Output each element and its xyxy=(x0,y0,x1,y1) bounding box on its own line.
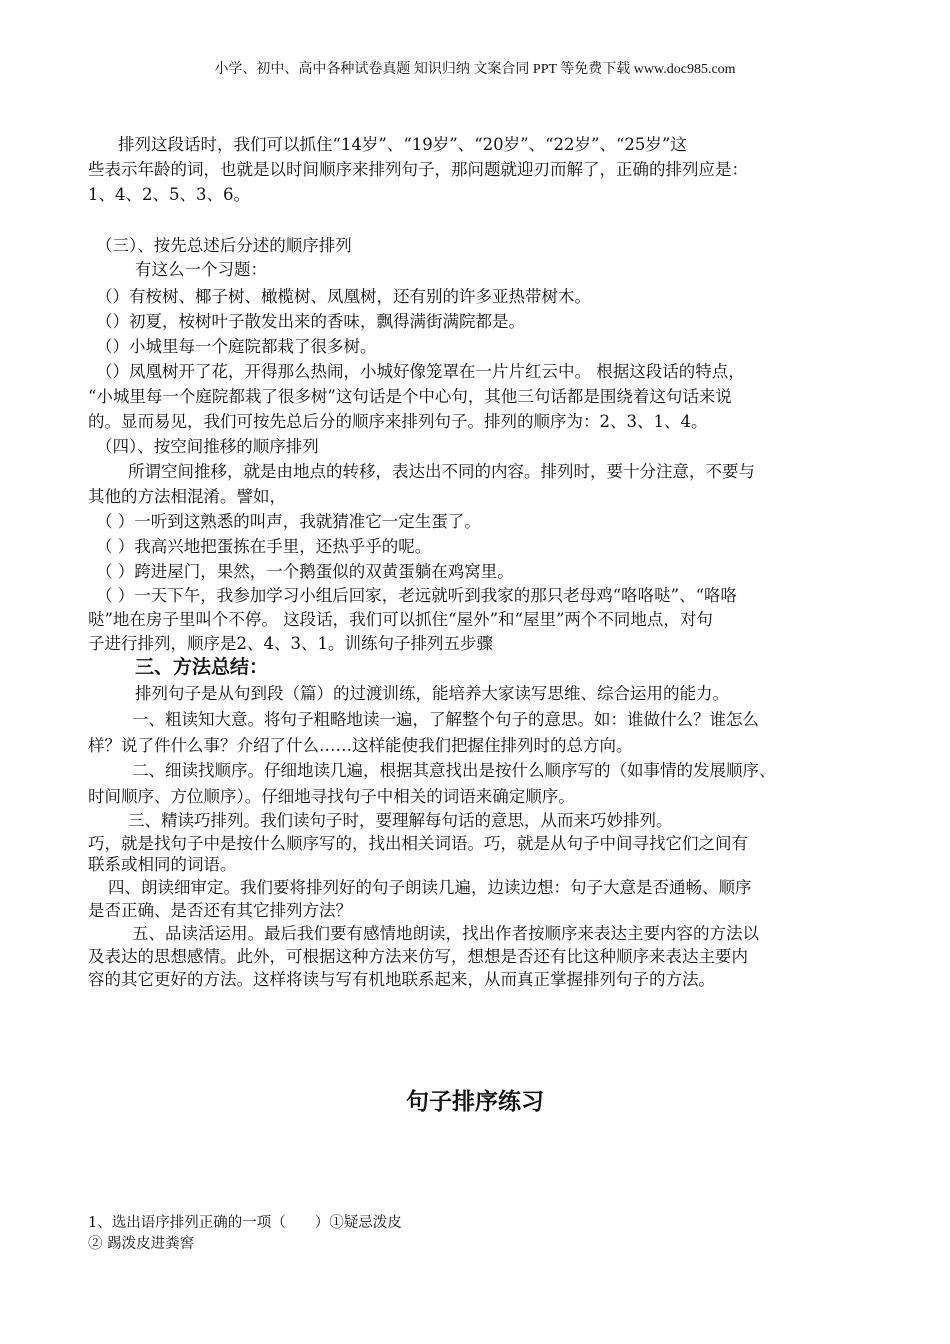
text-line: 巧，就是找句子中是按什么顺序写的，找出相关词语。巧，就是从句子中间寻找它们之间有 xyxy=(88,834,748,853)
section-heading: 三、方法总结： xyxy=(135,656,269,678)
text-line: （ ）跨进屋门，果然，一个鹅蛋似的双黄蛋躺在鸡窝里。 xyxy=(96,562,514,581)
section-title: 句子排序练习 xyxy=(406,1089,544,1115)
text-line: （三）、按先总述后分述的顺序排列 xyxy=(96,236,352,255)
text-line: （四）、按空间推移的顺序排列 xyxy=(96,437,319,456)
text-line: （）凤凰树开了花，开得那么热闹，小城好像笼罩在一片片红云中。 根据这段话的特点， xyxy=(96,362,745,381)
text-line: 些表示年龄的词，也就是以时间顺序来排列句子，那问题就迎刃而解了，正确的排列应是： xyxy=(88,160,748,179)
text-line: 其他的方法相混淆。譬如， xyxy=(88,487,286,506)
text-line: （）有桉树、椰子树、橄榄树、凤凰树，还有别的许多亚热带树木。 xyxy=(96,287,591,306)
text-line: （ ）我高兴地把蛋拣在手里，还热乎乎的呢。 xyxy=(96,537,432,556)
text-line: 是否正确、是否还有其它排列方法？ xyxy=(88,901,352,920)
text-line: （ ）一听到这熟悉的叫声，我就猜准它一定生蛋了。 xyxy=(96,512,481,531)
page-header: 小学、初中、高中各种试卷真题 知识归纳 文案合同 PPT 等免费下载 www.doc985.com xyxy=(214,62,736,77)
text-line: 排列这段话时，我们可以抓住“14岁”、“19岁”、“20岁”、“22岁”、“25岁”这 xyxy=(118,135,687,154)
text-line: 有这么一个习题： xyxy=(135,260,267,279)
text-line: （）小城里每一个庭院都栽了很多树。 xyxy=(96,337,377,356)
exercise-question: 1、选出语序排列正确的一项（ ）①疑忌泼皮 xyxy=(88,1215,402,1231)
text-line: 排列句子是从句到段（篇）的过渡训练，能培养大家读写思维、综合运用的能力。 xyxy=(135,684,729,703)
text-line: （ ）一天下午，我参加学习小组后回家，老远就听到我家的那只老母鸡“咯咯哒”、“咯咯 xyxy=(96,586,738,605)
exercise-option: ② 踢泼皮进粪窖 xyxy=(88,1236,195,1252)
text-line: 二、细读找顺序。仔细地读几遍，根据其意找出是按什么顺序写的（如事情的发展顺序、 xyxy=(132,761,776,780)
text-line: 所谓空间推移，就是由地点的转移，表达出不同的内容。排列时，要十分注意，不要与 xyxy=(128,462,755,481)
text-line: 的。显而易见，我们可按先总后分的顺序来排列句子。排列的顺序为：2、3、1、4。 xyxy=(88,412,708,431)
text-line: 联系或相同的词语。 xyxy=(88,855,237,874)
text-line: 1、4、2、5、3、6。 xyxy=(88,185,250,204)
text-line: （）初夏，桉树叶子散发出来的香味，飘得满街满院都是。 xyxy=(96,312,525,331)
text-line: “小城里每一个庭院都栽了很多树”这句话是个中心句，其他三句话都是围绕着这句话来说 xyxy=(88,387,732,406)
text-line: 三、精读巧排列。我们读句子时，要理解每句话的意思，从而来巧妙排列。 xyxy=(128,811,673,830)
text-line: 容的其它更好的方法。这样将读与写有机地联系起来，从而真正掌握排列句子的方法。 xyxy=(88,970,715,989)
text-line: 子进行排列，顺序是2、4、3、1。训练句子排列五步骤 xyxy=(88,634,493,653)
text-line: 四、朗读细审定。我们要将排列好的句子朗读几遍，边读边想：句子大意是否通畅、顺序 xyxy=(108,878,752,897)
text-line: 一、粗读知大意。将句子粗略地读一遍，了解整个句子的意思。如：谁做什么？谁怎么 xyxy=(132,710,759,729)
text-line: 五、品读活运用。最后我们要有感情地朗读，找出作者按顺序来表达主要内容的方法以 xyxy=(132,924,759,943)
text-line: 时间顺序、方位顺序）。仔细地寻找句子中相关的词语来确定顺序。 xyxy=(88,787,575,806)
text-line: 样？说了件什么事？介绍了什么……这样能使我们把握住排列时的总方向。 xyxy=(88,736,633,755)
text-line: 及表达的思想感情。此外，可根据这种方法来仿写，想想是否还有比这种顺序来表达主要内 xyxy=(88,947,748,966)
text-line: 哒”地在房子里叫个不停。 这段话，我们可以抓住“屋外”和“屋里”两个不同地点，对句 xyxy=(88,610,713,629)
